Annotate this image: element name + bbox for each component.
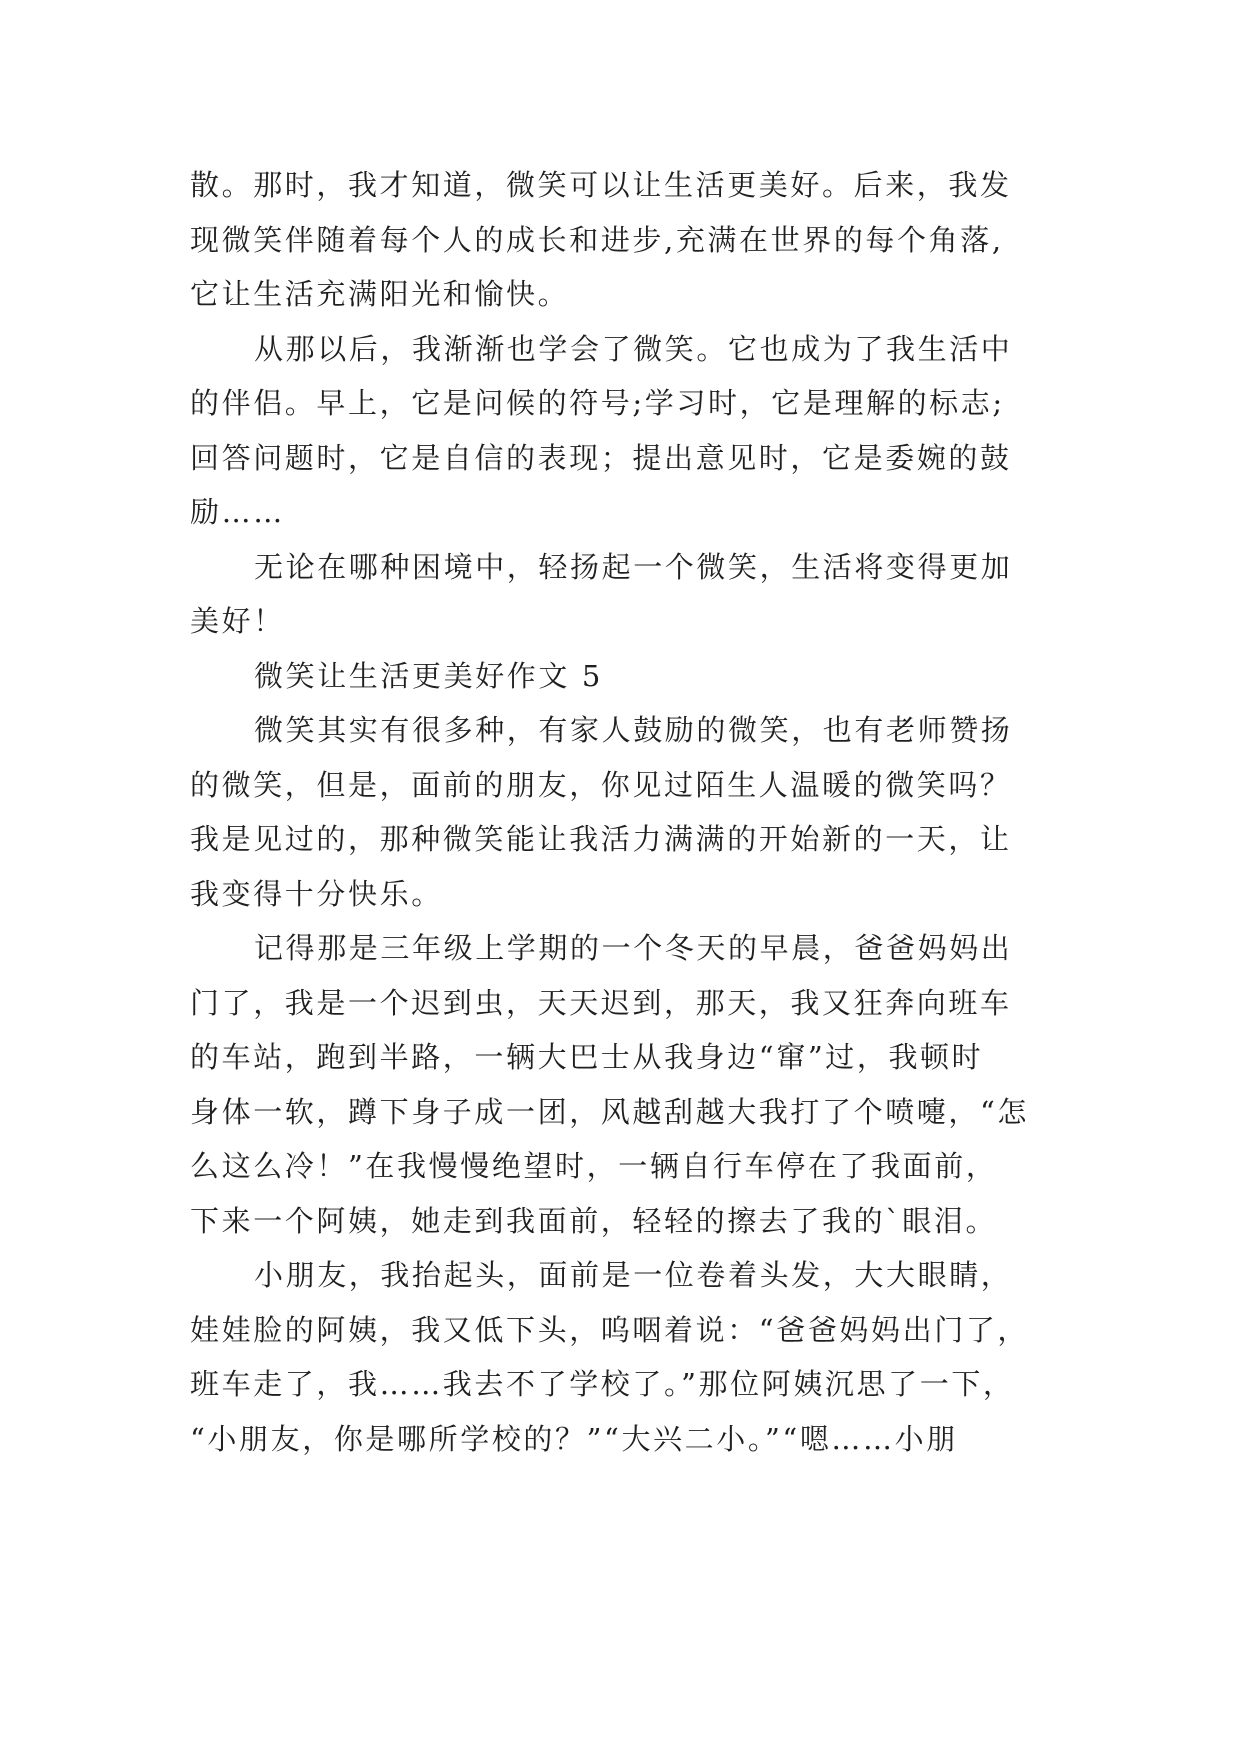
text-line: 回答问题时，它是自信的表现；提出意见时，它是委婉的鼓 — [190, 440, 1012, 475]
text-line: 的车站，跑到半路，一辆大巴士从我身边“窜”过，我顿时 — [190, 1040, 984, 1074]
text-line: 现微笑伴随着每个人的成长和进步,充满在世界的每个角落, — [190, 222, 1004, 257]
text-line: 我变得十分快乐。 — [190, 876, 443, 911]
text-line: 么这么冷！”在我慢慢绝望时，一辆自行车停在了我面前， — [190, 1149, 998, 1183]
text-line: 门了，我是一个迟到虫，天天迟到，那天，我又狂奔向班车 — [190, 985, 1012, 1020]
section-heading: 微笑让生活更美好作文 5 — [254, 658, 603, 693]
paragraph-start-line: 从那以后，我渐渐也学会了微笑。它也成为了我生活中 — [254, 331, 1013, 366]
text-line: 的伴侣。早上，它是问候的符号;学习时，它是理解的标志; — [190, 386, 1005, 420]
text-line: 下来一个阿姨，她走到我面前，轻轻的擦去了我的`眼泪。 — [190, 1203, 998, 1238]
paragraph-start-line: 微笑其实有很多种，有家人鼓励的微笑，也有老师赞扬 — [254, 713, 1013, 747]
text-line: 的微笑，但是，面前的朋友，你见过陌生人温暖的微笑吗？ — [190, 767, 1012, 802]
text-line: “小朋友，你是哪所学校的？”“大兴二小。”“嗯……小朋 — [190, 1421, 958, 1456]
paragraph-start-line: 无论在哪种困境中，轻扬起一个微笑，生活将变得更加 — [254, 549, 1013, 584]
text-line: 我是见过的，那种微笑能让我活力满满的开始新的一天，让 — [190, 822, 1012, 856]
text-line: 班车走了，我……我去不了学校了。”那位阿姨沉思了一下， — [190, 1367, 1015, 1401]
text-line: 身体一软，蹲下身子成一团，风越刮越大我打了个喷嚏，“怎 — [190, 1094, 1030, 1129]
text-line: 娃娃脸的阿姨，我又低下头，呜咽着说：“爸爸妈妈出门了， — [190, 1312, 1030, 1347]
text-line: 美好！ — [190, 604, 285, 638]
text-line: 散。那时，我才知道，微笑可以让生活更美好。后来，我发 — [190, 168, 1012, 202]
text-line: 励…… — [190, 495, 285, 529]
paragraph-start-line: 小朋友，我抬起头，面前是一位卷着头发，大大眼睛， — [254, 1258, 1013, 1292]
text-line: 它让生活充满阳光和愉快。 — [190, 277, 570, 311]
paragraph-start-line: 记得那是三年级上学期的一个冬天的早晨，爸爸妈妈出 — [254, 931, 1013, 965]
document-body — [190, 158, 1090, 1466]
